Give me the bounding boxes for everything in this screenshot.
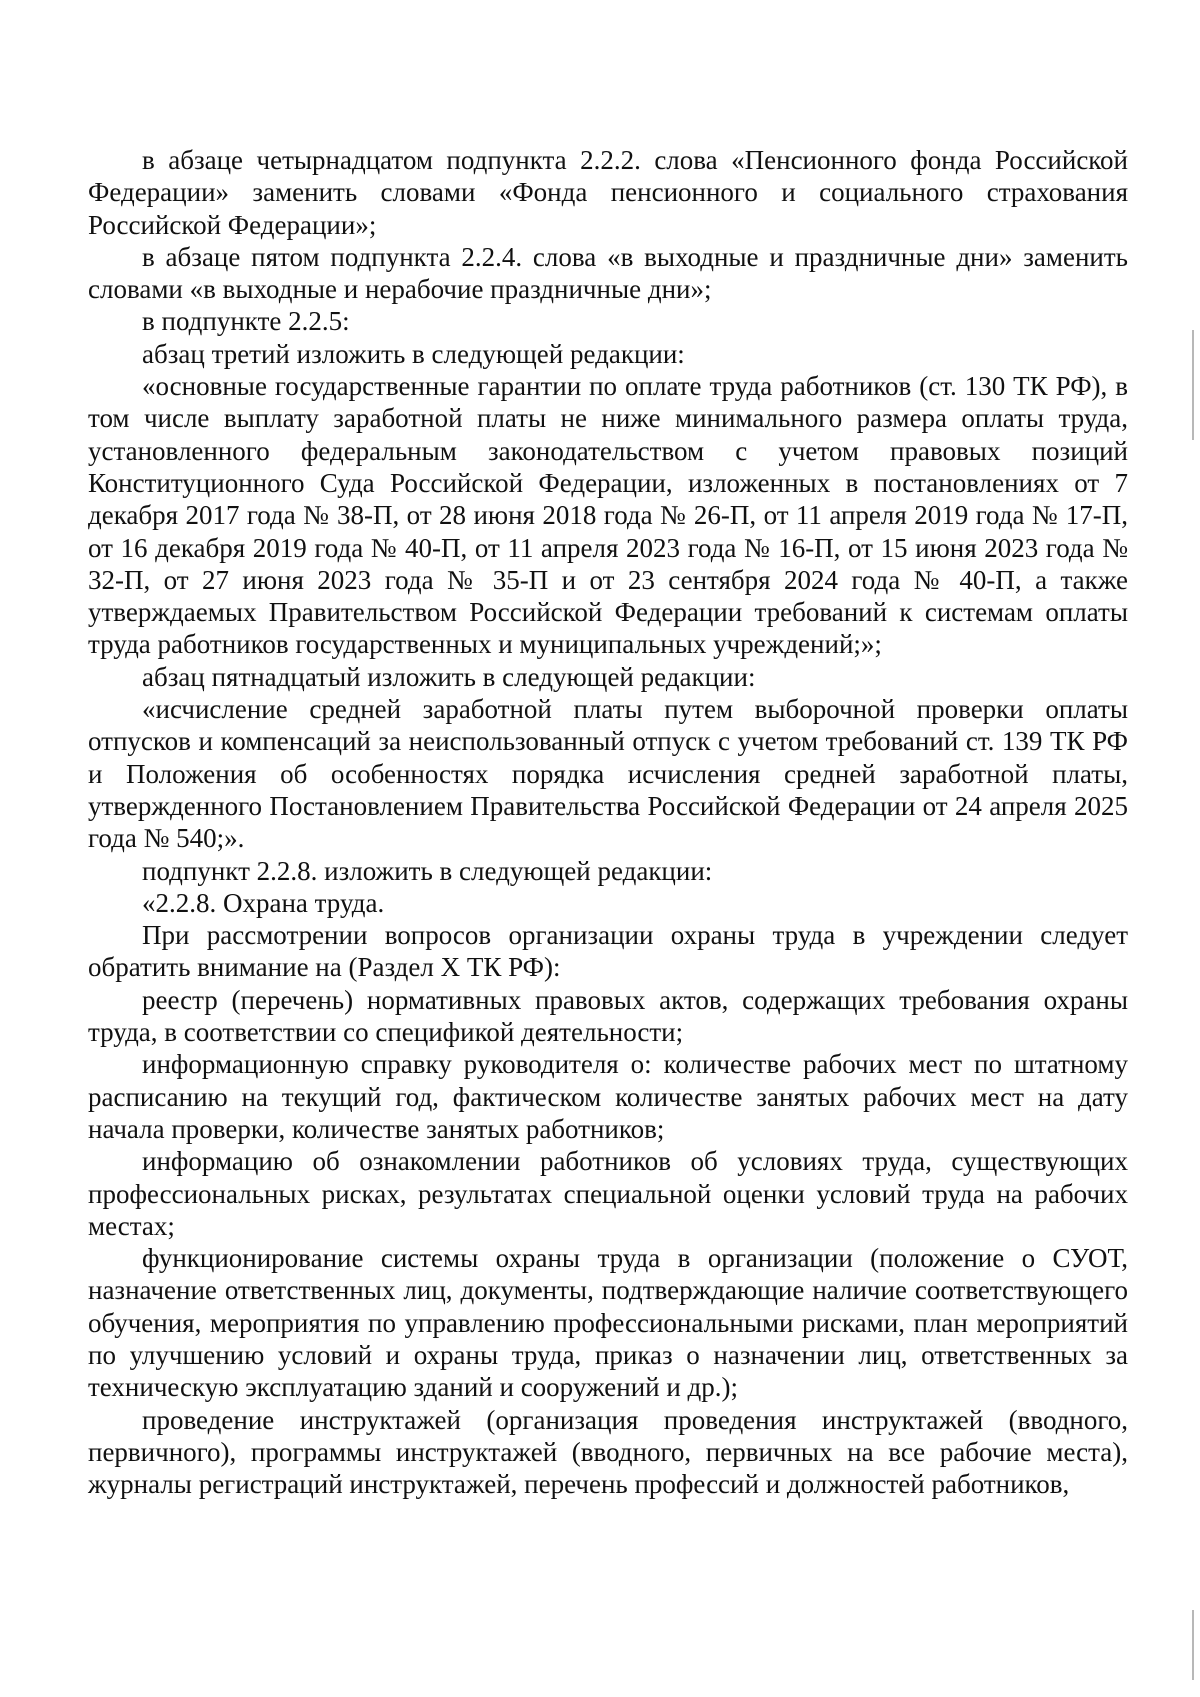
paragraph-labor-protection-title: «2.2.8. Охрана труда. (142, 887, 385, 918)
document-body (88, 144, 1128, 1500)
list-item-info-note: информационную справку руководителя о: количестве рабочих мест по штатному расписанию на текущий год, фактическом количестве занятых рабочих мест на дату начала проверки, количестве занятых работников; (88, 1049, 1128, 1144)
scan-edge-mark-bottom (1192, 1610, 1194, 1680)
paragraph-average-salary-text: «исчисление средней заработной платы путем выборочной проверки оплаты отпусков и компенсаций за неиспользованный отпуск с учетом требований ст. 139 ТК РФ и Положения об особенностях порядка исчисления средней заработной платы, утвержденного Постановлением Правительства Российской Федерации от 24 апреля 2025 года № 540;». (88, 694, 1128, 854)
paragraph-third-abzac-heading: абзац третий изложить в следующей редакции: (142, 338, 685, 369)
list-item-suot-system: функционирование системы охраны труда в организации (положение о СУОТ, назначение ответственных лиц, документы, подтверждающие наличие соответствующего обучения, мероприятия по управлению профессиональными рисками, план мероприятий по улучшению условий и охраны труда, приказ о назначении лиц, ответственных за техническую эксплуатацию зданий и сооружений и др.); (88, 1243, 1128, 1403)
paragraph-subpoint-2-2-5: в подпункте 2.2.5: (142, 306, 350, 337)
paragraph-labor-protection-intro: При рассмотрении вопросов организации охраны труда в учреждении следует обратить внимание на (Раздел X ТК РФ): (88, 920, 1128, 983)
list-item-registry: реестр (перечень) нормативных правовых актов, содержащих требования охраны труда, в соответствии со спецификой деятельности; (88, 984, 1128, 1048)
paragraph-guarantees-text: «основные государственные гарантии по оплате труда работников (ст. 130 ТК РФ), в том числе выплату заработной платы не ниже минимального размера оплаты труда, установленного федеральным законодательством с учетом правовых позиций Конституционного Суда Российской Федерации, изложенных в постановлениях от 7 декабря 2017 года № 38-П, от 28 июня 2018 года № 26-П, от 11 апреля 2019 года № 17-П, от 16 декабря 2019 года № 40-П, от 11 апреля 2023 года № 16-П, от 15 июня 2023 года № 32-П, от 27 июня 2023 года № 35-П и от 23 сентября 2024 года № 40-П, а также утверждаемых Правительством Российской Федерации требований к системам оплаты труда работников государственных и муниципальных учреждений;»; (88, 371, 1128, 660)
paragraph-amend-2-2-4: в абзаце пятом подпункта 2.2.4. слова «в выходные и праздничные дни» заменить словами «в выходные и нерабочие праздничные дни»; (88, 241, 1128, 305)
list-item-briefings: проведение инструктажей (организация проведения инструктажей (вводного, первичного), программы инструктажей (вводного, первичных на все рабочие места), журналы регистраций инструктажей, перечень профессий и должностей работников, (88, 1404, 1128, 1500)
scan-edge-mark-top (1192, 330, 1194, 440)
list-item-familiarization: информацию об ознакомлении работников об условиях труда, существующих профессиональных рисках, результатах специальной оценки условий труда на рабочих местах; (88, 1146, 1128, 1241)
paragraph-subpoint-2-2-8-heading: подпункт 2.2.8. изложить в следующей редакции: (142, 855, 713, 886)
paragraph-amend-2-2-2: в абзаце четырнадцатом подпункта 2.2.2. слова «Пенсионного фонда Российской Федерации» заменить словами «Фонда пенсионного и социального страхования Российской Федерации»; (88, 145, 1128, 240)
paragraph-fifteenth-abzac-heading: абзац пятнадцатый изложить в следующей редакции: (142, 661, 756, 692)
